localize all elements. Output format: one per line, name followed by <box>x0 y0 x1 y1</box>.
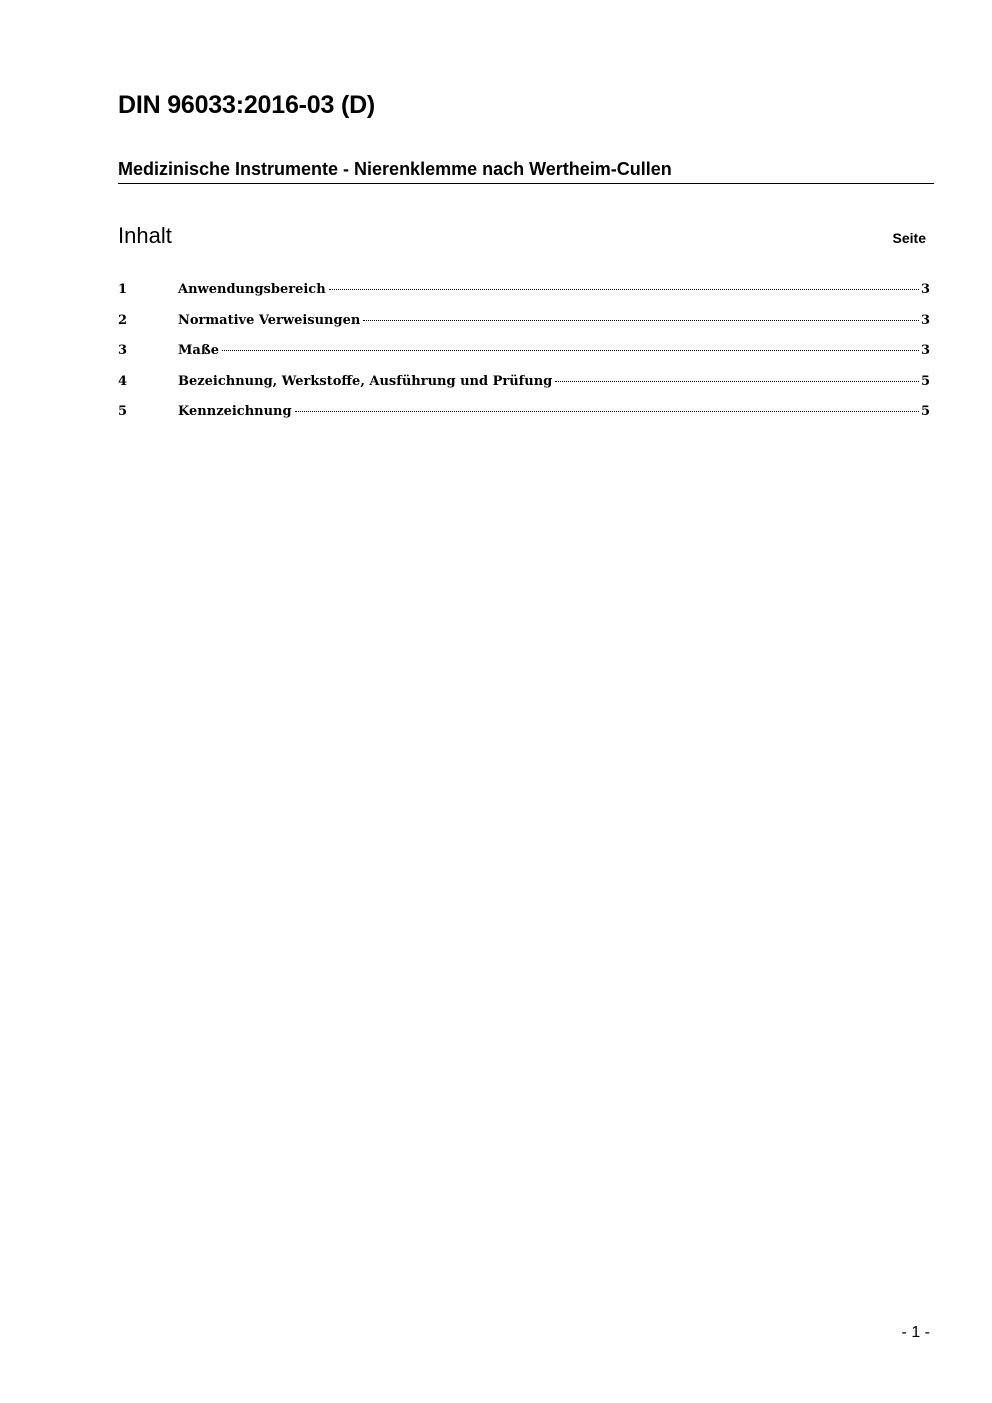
toc-dot-leader <box>555 381 919 382</box>
toc-dot-leader <box>363 320 919 321</box>
toc-entry-number: 4 <box>118 373 128 389</box>
table-of-contents <box>118 278 930 431</box>
document-title: DIN 96033:2016-03 (D) <box>118 91 376 119</box>
toc-entry-page[interactable]: 5 <box>920 373 930 389</box>
toc-entry-title[interactable]: Kennzeichnung <box>178 404 292 419</box>
toc-entry-title[interactable]: Anwendungsbereich <box>178 282 326 297</box>
toc-entry-normative-verweisungen[interactable] <box>118 309 930 340</box>
toc-entry-bezeichnung[interactable] <box>118 370 930 401</box>
toc-heading: Inhalt <box>118 223 172 248</box>
toc-entry-number: 5 <box>118 404 128 419</box>
toc-entry-number: 2 <box>118 312 128 328</box>
toc-dot-leader <box>222 350 919 351</box>
toc-dot-leader <box>295 411 919 412</box>
toc-entry-page[interactable]: 3 <box>920 312 930 328</box>
toc-entry-kennzeichnung[interactable] <box>118 400 930 431</box>
toc-entry-title[interactable]: Maße <box>178 343 219 358</box>
toc-dot-leader <box>329 289 919 290</box>
toc-entry-title[interactable]: Bezeichnung, Werkstoffe, Ausführung und Prüfung <box>178 373 553 389</box>
document-subtitle: Medizinische Instrumente - Nierenklemme nach Wertheim-Cullen <box>118 157 934 184</box>
toc-entry-title[interactable]: Normative Verweisungen <box>178 312 361 328</box>
toc-entry-masse[interactable] <box>118 339 930 370</box>
toc-entry-anwendungsbereich[interactable] <box>118 278 930 309</box>
toc-entry-number: 3 <box>118 343 128 358</box>
toc-page-column-label: Seite <box>892 230 926 246</box>
toc-header <box>118 222 926 252</box>
toc-entry-number: 1 <box>118 282 128 297</box>
toc-entry-page[interactable]: 3 <box>920 282 930 297</box>
page-number: - 1 - <box>901 1324 930 1341</box>
toc-entry-page[interactable]: 3 <box>920 343 930 358</box>
toc-entry-page[interactable]: 5 <box>920 404 930 419</box>
